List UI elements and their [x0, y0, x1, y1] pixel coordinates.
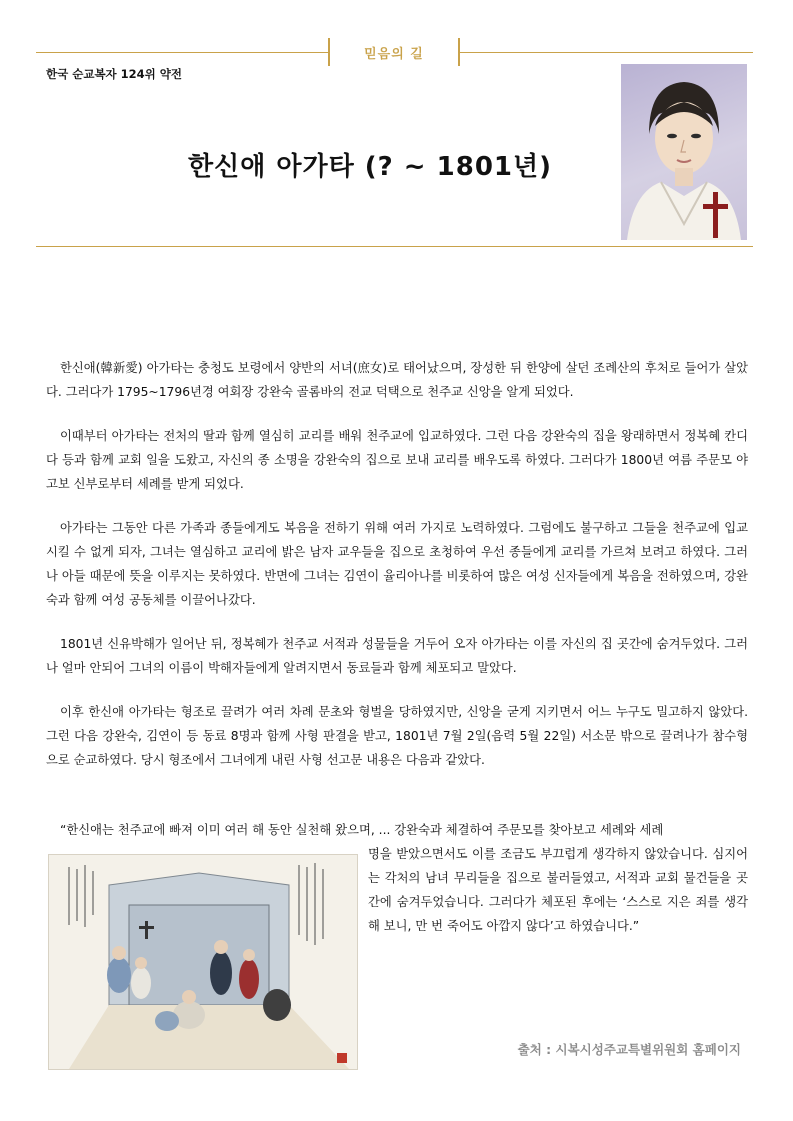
saint-portrait: [621, 64, 747, 240]
quote-continuation: 명을 받았으면서도 이를 조금도 부끄럽게 생각하지 않았습니다. 심지어는 각처의 남녀 무리들을 집으로 불러들였고, 서적과 교회 물건들을 곳간에 숨겨두었습니다. 그러다가 체포된 후에는 ‘스스로 지은 죄를 생각해 보니, 만 번 죽어도 아깝지 않다’고 하였습니다.”: [368, 847, 748, 933]
paragraph: 한신애(韓新愛) 아가타는 충청도 보령에서 양반의 서녀(庶女)로 태어났으며, 장성한 뒤 한양에 살던 조례산의 후처로 들어가 살았다. 그러다가 1795~1796년경 여회장 강완숙 골롬바의 전교 덕택으로 천주교 신앙을 알게 되었다.: [46, 361, 748, 399]
source-credit: 출처 : 시복시성주교특별위원회 홈페이지: [517, 1042, 741, 1057]
paragraph: 이때부터 아가타는 전처의 딸과 함께 열심히 교리를 배워 천주교에 입교하였다. 그런 다음 강완숙의 집을 왕래하면서 정복혜 칸디다 등과 함께 교회 일을 도왔고, 자신의 종 소명을 강완숙의 집으로 보내 교리를 배우도록 하였다. 그러다가 1800년 여름 주문모 야고보 신부로부터 세례를 받게 되었다.: [46, 429, 748, 491]
page-title: 한신애 아가타 (? ~ 1801년): [187, 152, 552, 182]
paragraph: 1801년 신유박해가 일어난 뒤, 정복혜가 천주교 서적과 성물들을 거두어 오자 아가타는 이를 자신의 집 곳간에 숨겨두었다. 그러나 얼마 안되어 그녀의 이름이 박해자들에게 알려지면서 동료들과 함께 체포되고 말았다.: [46, 637, 748, 675]
title-rule: [36, 246, 753, 247]
painting-illustration: [49, 855, 357, 1069]
header-tab-label: 믿음의 길: [364, 46, 424, 62]
header-tab: [328, 38, 460, 66]
paragraph: 이후 한신애 아가타는 형조로 끌려가 여러 차례 문초와 형벌을 당하였지만, 신앙을 굳게 지키면서 어느 누구도 밀고하지 않았다. 그런 다음 강완숙, 김연이 등 동료 8명과 함께 사형 판결을 받고, 1801년 7월 2일(음력 5월 22일) 서소문 밖으로 끌려나가 참수형으로 순교하였다. 당시 형조에서 그녀에게 내린 사형 선고문 내용은 다음과 같았다.: [46, 705, 748, 767]
article-body: [46, 356, 748, 792]
quote-first-line: “한신애는 천주교에 빠져 이미 여러 해 동안 실천해 왔으며, ... 강완숙과 체결하여 주문모를 찾아보고 세례와 세례: [60, 823, 664, 837]
series-label: 한국 순교복자 124위 약전: [46, 67, 182, 81]
paragraph: 아가타는 그동안 다른 가족과 종들에게도 복음을 전하기 위해 여러 가지로 노력하였다. 그럼에도 불구하고 그들을 천주교에 입교시킬 수 없게 되자, 그녀는 열심하고 교리에 밝은 남자 교우들을 집으로 초청하여 우선 종들에게 교리를 가르쳐 보려고 하였다. 그러나 아들 때문에 뜻을 이루지는 못하였다. 반면에 그녀는 김연이 율리아나를 비롯하여 많은 여성 신자들에게 복음을 전하였으며, 강완숙과 함께 여성 공동체를 이끌어나갔다.: [46, 521, 748, 607]
martyrdom-painting: [48, 854, 358, 1070]
portrait-illustration: [621, 64, 747, 240]
